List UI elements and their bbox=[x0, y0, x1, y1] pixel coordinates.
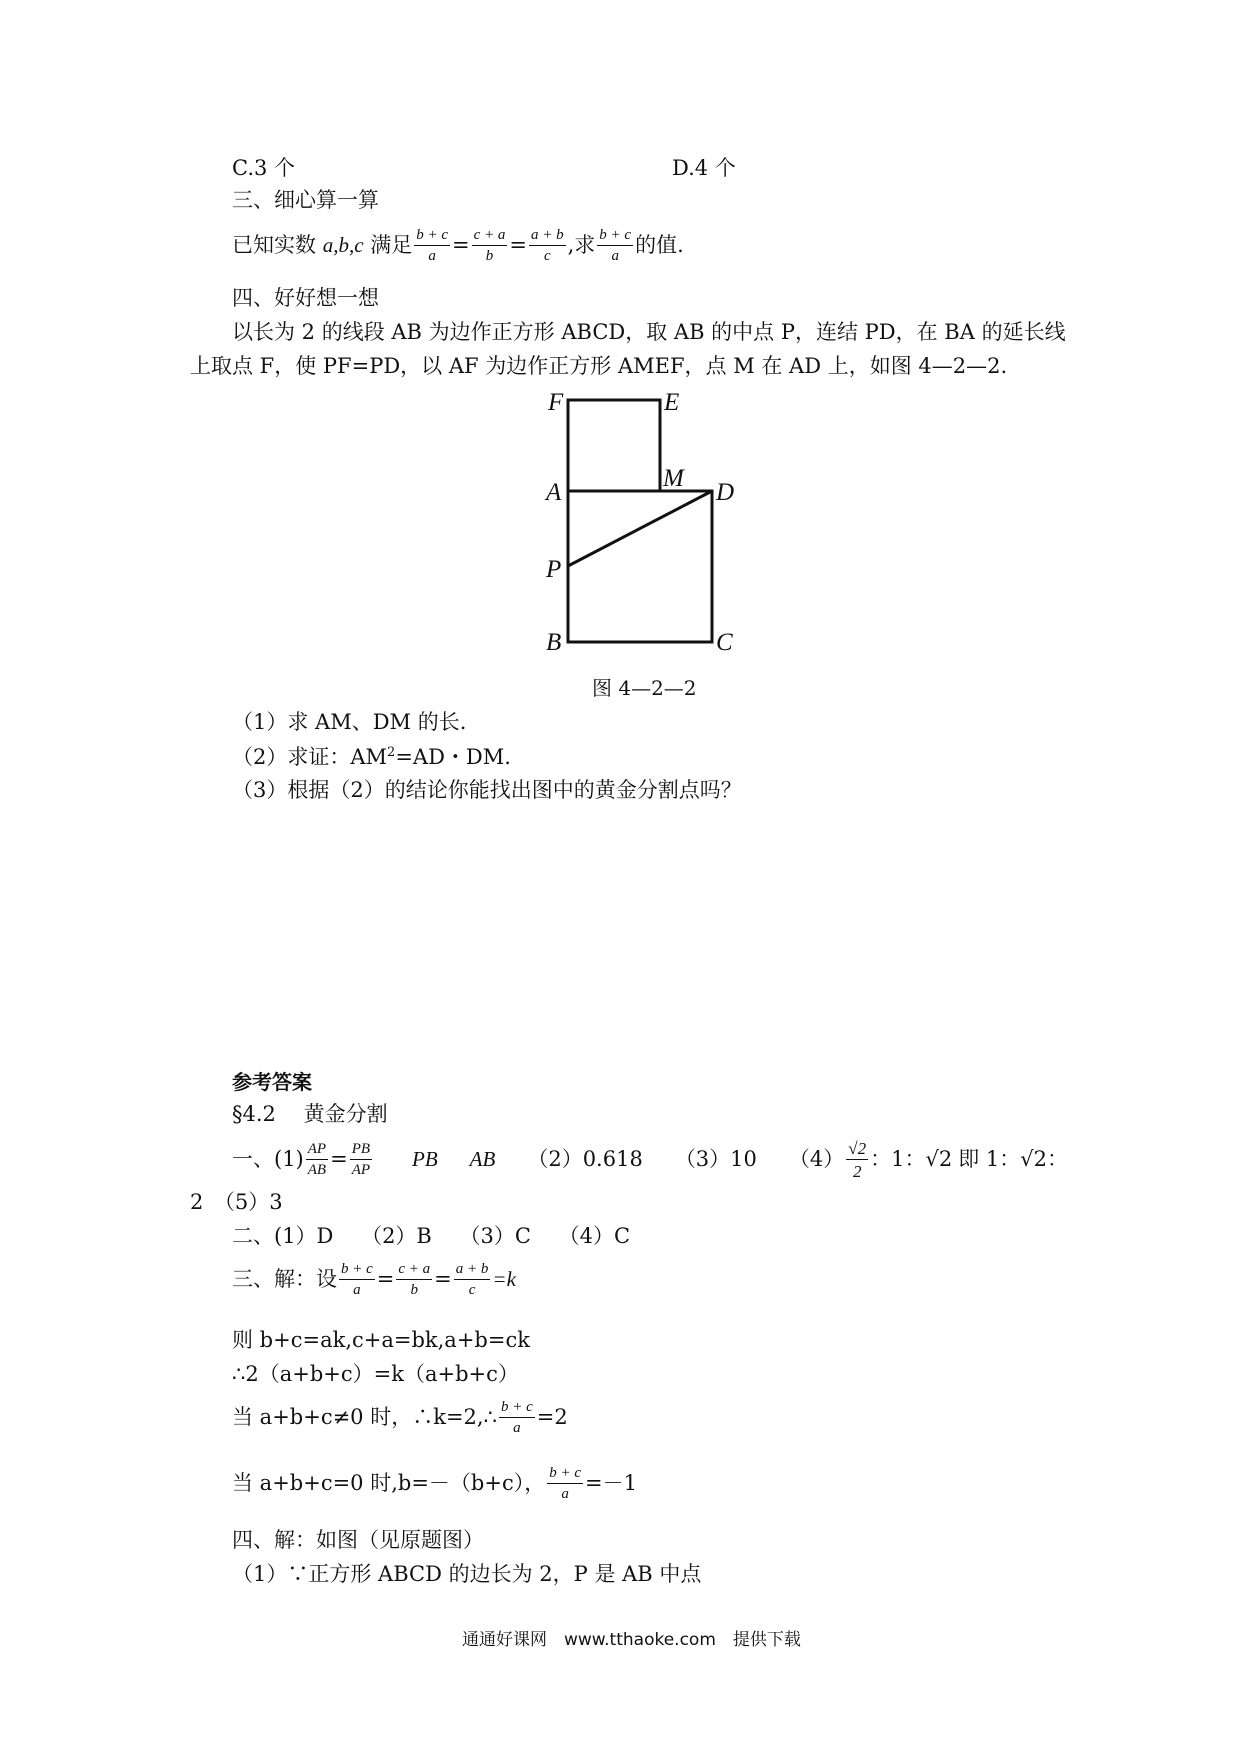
answer-3: 三、解：设 $\frac{b + c}{a}$ = $\frac{c + a}{b}$ = $\frac{a + b}{c}$ =k bbox=[232, 1261, 516, 1298]
label-f: F bbox=[548, 389, 564, 416]
label-e: E bbox=[664, 389, 680, 416]
fraction-1: $\frac{b + c}{a}$ bbox=[416, 227, 448, 264]
section4-line2: 上取点 F，使 PF=PD，以 AF 为边作正方形 AMEF，点 M 在 AD 上，如图 4—2—2. bbox=[190, 354, 1008, 378]
answer-3-fraction-3: $\frac{a + b}{c}$ bbox=[455, 1261, 489, 1298]
answer-3-line4: 当 a+b+c≠0 时，∴k=2,∴ $\frac{b + c}{a}$ =2 bbox=[232, 1399, 568, 1436]
answer-3-line3: ∴2（a+b+c）=k（a+b+c） bbox=[232, 1362, 519, 1386]
question-1: （1）求 AM、DM 的长. bbox=[232, 710, 467, 734]
option-d: D.4 个 bbox=[672, 156, 736, 180]
answer-4-heading: 四、解：如图（见原题图） bbox=[232, 1528, 484, 1552]
square-abcd bbox=[568, 491, 712, 642]
question-2: （2）求证：$AM^2=AD$・DM. bbox=[232, 745, 511, 769]
question-3: （3）根据（2）的结论你能找出图中的黄金分割点吗？ bbox=[232, 778, 742, 802]
section3-satisfy: 满足 bbox=[370, 233, 413, 258]
answer-3-fraction-1: $\frac{b + c}{a}$ bbox=[341, 1261, 373, 1298]
fraction-3: $\frac{a + b}{c}$ bbox=[530, 227, 564, 264]
fraction-4: $\frac{b + c}{a}$ bbox=[599, 227, 632, 264]
answers-subtitle: §4.2 黄金分割 bbox=[232, 1102, 388, 1126]
answer-3-line2: 则 b+c=ak,c+a=bk,a+b=ck bbox=[232, 1328, 530, 1352]
square-amef bbox=[568, 400, 660, 491]
answer-1-fraction-b: $\frac{PB}{AP}$ bbox=[351, 1141, 371, 1178]
section3-problem: 已知实数 a,b,c 满足 $\frac{b + c}{a}$ = $\frac{c + a}{b}$ = $\frac{a + b}{c}$ ,求 $\frac{b + c}{a}$ 的值. bbox=[232, 227, 684, 264]
section3-tail: 的值. bbox=[635, 233, 684, 258]
answer-2: 二、(1）D （2）B （3）C （4）C bbox=[232, 1224, 631, 1248]
section3-intro: 已知实数 bbox=[232, 233, 316, 258]
section3-ask: ,求 bbox=[567, 233, 596, 258]
label-c: C bbox=[716, 629, 733, 656]
answer-3-fraction-5: $\frac{b + c}{a}$ bbox=[549, 1465, 582, 1502]
label-d: D bbox=[716, 479, 735, 506]
section4-line1: 以长为 2 的线段 AB 为边作正方形 ABCD，取 AB 的中点 P，连结 PD，在 BA 的延长线 bbox=[232, 320, 1066, 344]
section4-heading: 四、好好想一想 bbox=[232, 286, 379, 310]
answer-1-fraction-sqrt: $\frac{√2}{2}$ bbox=[848, 1139, 867, 1181]
answer-1: 一、(1) $\frac{AP}{AB}$ = $\frac{PB}{AP}$ PB AB （2）0.618 （3）10 （4） $\frac{√2}{2}$ ：1： √2 即 1： √2 ： bbox=[232, 1139, 1069, 1181]
section3-vars: a,b,c bbox=[322, 233, 364, 258]
answer-3-fraction-2: $\frac{c + a}{b}$ bbox=[398, 1261, 431, 1298]
fraction-2: $\frac{c + a}{b}$ bbox=[473, 227, 506, 264]
figure-4-2-2 bbox=[530, 380, 760, 660]
footer-credit: 通通好课网 www.tthaoke.com 提供下载 bbox=[462, 1630, 801, 1650]
answer-3-fraction-4: $\frac{b + c}{a}$ bbox=[500, 1399, 533, 1436]
label-p: P bbox=[546, 556, 562, 583]
answer-1-fraction-a: $\frac{AP}{AB}$ bbox=[307, 1141, 327, 1178]
label-a: A bbox=[546, 479, 562, 506]
answers-title: 参考答案 bbox=[232, 1070, 312, 1094]
answer-1-wrap: 2 （5）3 bbox=[190, 1190, 283, 1214]
figure-caption: 图 4—2—2 bbox=[592, 676, 697, 700]
section3-heading: 三、细心算一算 bbox=[232, 188, 379, 212]
option-c: C.3 个 bbox=[232, 156, 296, 180]
answer-4-line1: （1）∵正方形 ABCD 的边长为 2，P 是 AB 中点 bbox=[232, 1562, 702, 1586]
label-m: M bbox=[663, 465, 684, 492]
label-b: B bbox=[546, 629, 562, 656]
answer-3-line5: 当 a+b+c=0 时,b=－（b+c）， $\frac{b + c}{a}$ =－1 bbox=[232, 1465, 637, 1502]
segment-pd bbox=[568, 491, 712, 566]
